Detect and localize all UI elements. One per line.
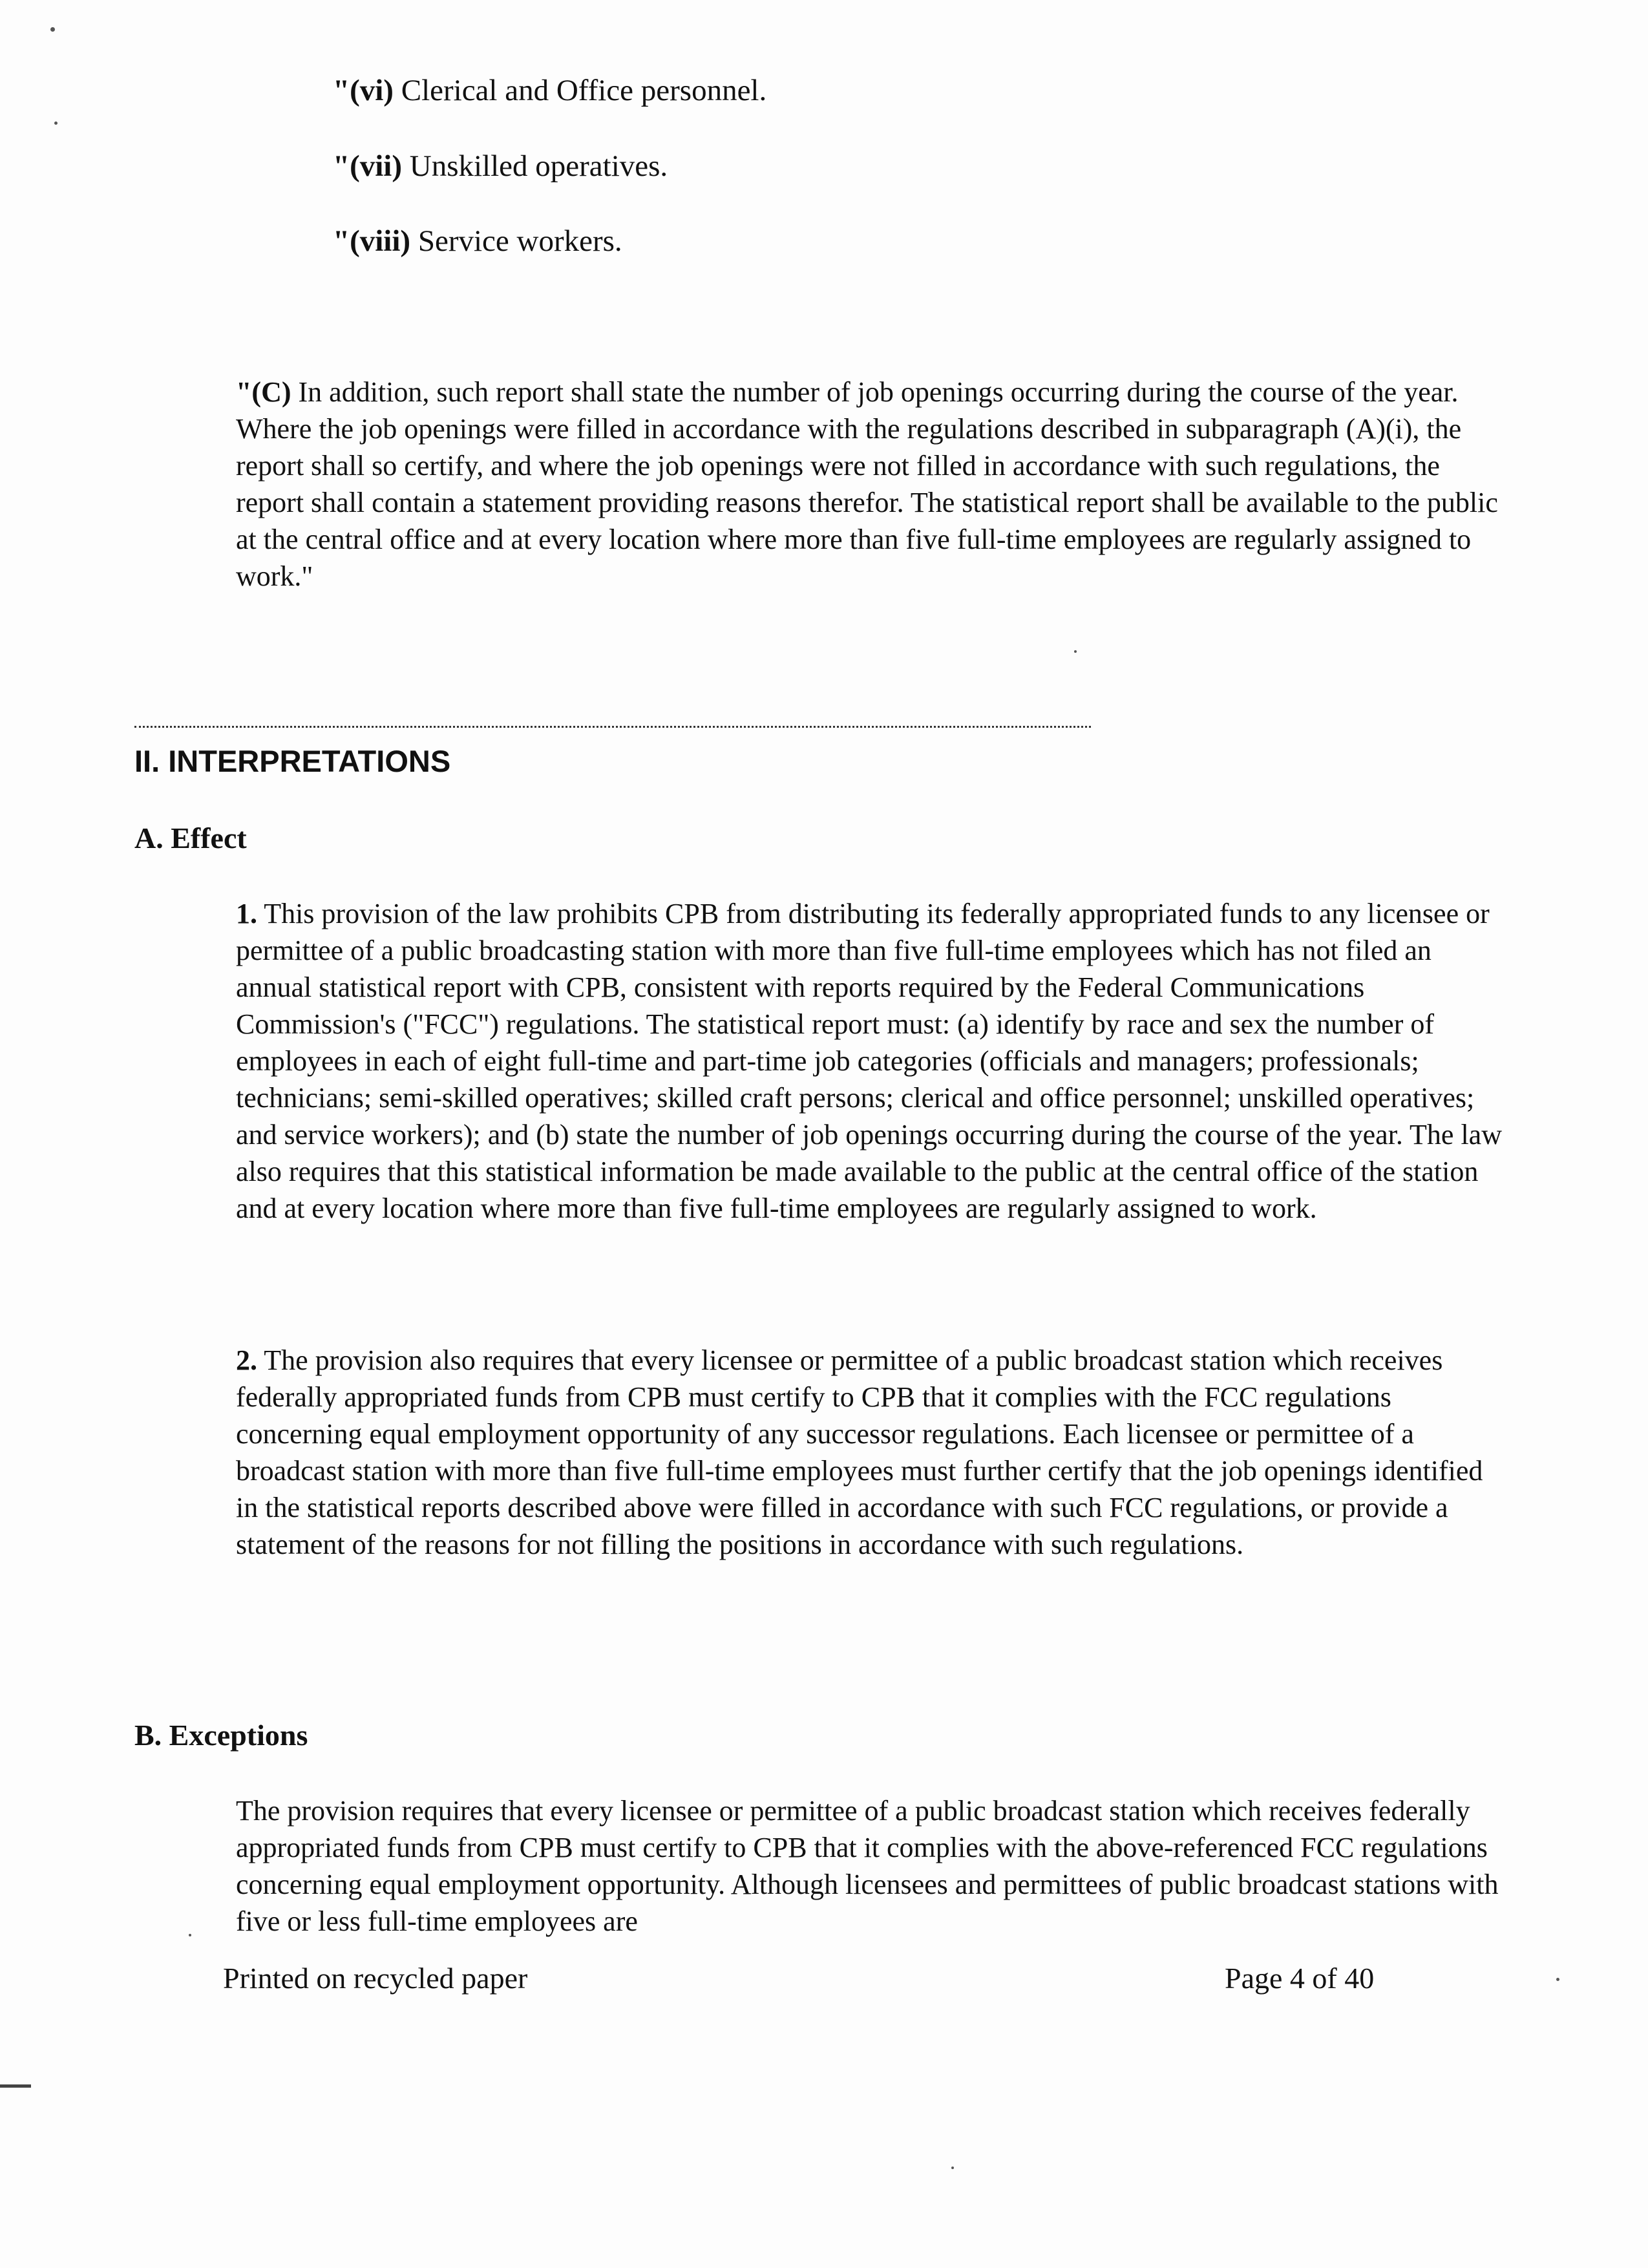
scan-speck: [951, 2167, 954, 2169]
subparagraph-c-number: "(C): [236, 376, 291, 408]
subparagraph-c-text: In addition, such report shall state the number of job openings occurring during the course of the year. Where the job openings were filled in accordance with the regulations described in subparagraph (A)(i), the report shall so certify, and where the job openings were not filled in accordance with such regulations, the report shall contain a statement providing reasons therefor. The statistical report shall be available to the public at the central office and at every location where more than five full-time employees are regularly assigned to work.": [236, 376, 1498, 592]
footer-page-number: Page 4 of 40: [1225, 1962, 1375, 1995]
effect-paragraph-1: [236, 895, 1503, 1227]
list-item-vii: [333, 148, 668, 184]
scan-speck: [54, 122, 58, 125]
section-heading: II. INTERPRETATIONS: [134, 744, 451, 778]
paragraph-text: The provision also requires that every licensee or permittee of a public broadcast station which receives federally appropriated funds from CPB must certify to CPB that it complies with the FCC regulations concerning equal employment opportunity of any successor regulations. Each licensee or permittee of a broadcast station with more than five full-time employees must further certify that the job openings identified in the statistical reports described above were filled in accordance with such FCC regulations, or provide a statement of the reasons for not filling the positions in accordance with such regulations.: [236, 1344, 1483, 1560]
scan-speck: [189, 1934, 191, 1936]
effect-paragraph-2: [236, 1342, 1503, 1563]
paragraph-text: This provision of the law prohibits CPB from distributing its federally appropriated funds to any licensee or permittee of a public broadcasting station with more than five full-time employees which has not filed an annual statistical report with CPB, consistent with reports required by the Federal Communications Commission's ("FCC") regulations. The statistical report must: (a) identify by race and sex the number of employees in each of eight full-time and part-time job categories (officials and managers; professionals; technicians; semi-skilled operatives; skilled craft persons; clerical and office personnel; unskilled operatives; and service workers); and (b) state the number of job openings occurring during the course of the year. The law also requires that this statistical information be made available to the public at the central office of the station and at every location where more than five full-time employees are regularly assigned to work.: [236, 898, 1502, 1224]
list-item-viii: [333, 223, 622, 259]
exceptions-heading: B. Exceptions: [134, 1719, 308, 1752]
list-item-number: "(vii): [333, 149, 403, 183]
paragraph-number: 1.: [236, 898, 257, 929]
list-item-number: "(vi): [333, 74, 394, 107]
list-item-vi: [333, 72, 766, 109]
scan-speck: [50, 27, 55, 32]
paragraph-number: 2.: [236, 1344, 257, 1376]
list-item-text: Unskilled operatives.: [402, 149, 668, 183]
scan-speck: [1556, 1978, 1559, 1981]
scan-speck: [1074, 650, 1077, 653]
list-item-text: Service workers.: [410, 224, 622, 258]
list-item-number: "(viii): [333, 224, 411, 258]
scan-edge-mark: [0, 2084, 31, 2088]
footer-recycled-note: Printed on recycled paper: [223, 1962, 528, 1995]
exceptions-paragraph: The provision requires that every licensee or permittee of a public broadcast station which receives federally appropriated funds from CPB must certify to CPB that it complies with the above-referenced FCC regulations concerning equal employment opportunity. Although licensees and permittees of public broadcast stations with five or less full-time employees are: [236, 1795, 1499, 1937]
effect-heading: A. Effect: [134, 821, 247, 854]
section-divider: [134, 726, 1091, 728]
list-item-text: Clerical and Office personnel.: [393, 74, 767, 107]
subparagraph-c: [236, 374, 1503, 595]
